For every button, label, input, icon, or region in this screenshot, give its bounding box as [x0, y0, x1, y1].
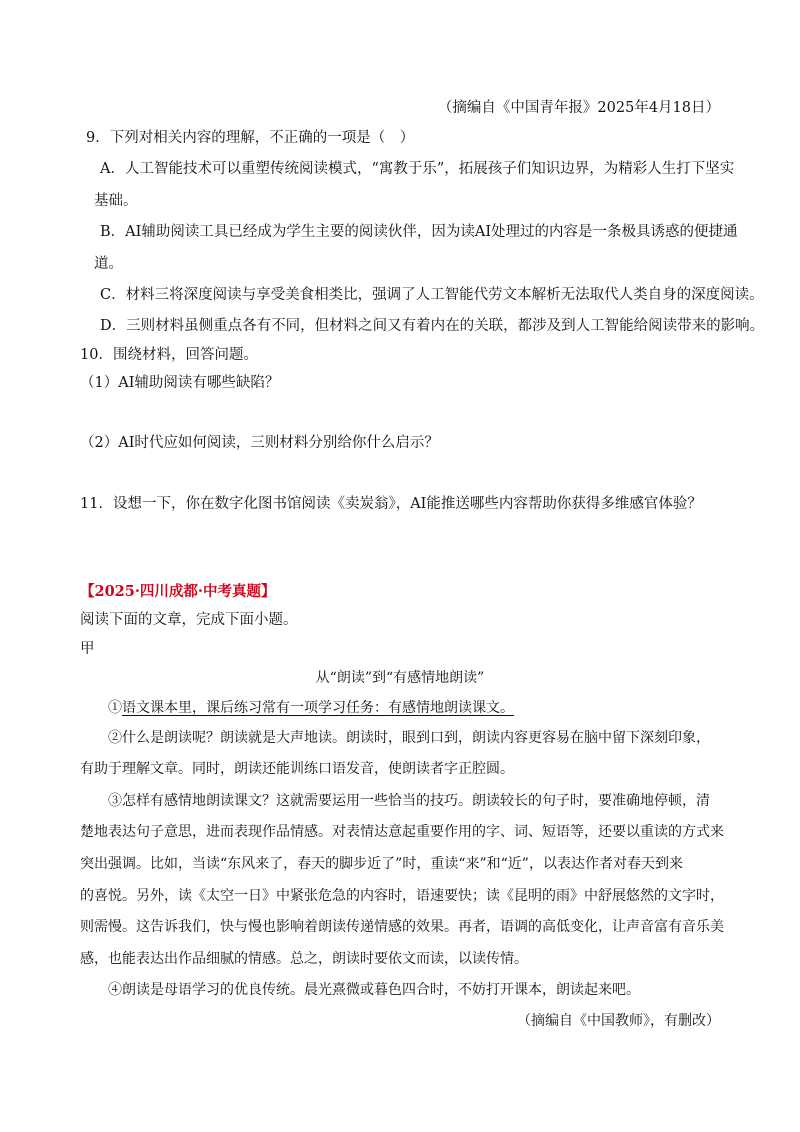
question-10-sub2: （2）AI时代应如何阅读，三则材料分别给你什么启示？ — [80, 435, 439, 451]
paragraph-3-line2: 楚地表达句子意思，进而表现作品情感。对表情达意起重要作用的字、词、短语等，还要以重读的方式来 — [80, 824, 724, 840]
source-citation-top: （摘编自《中国青年报》2025年4月18日） — [437, 100, 720, 116]
option-c: C．材料三将深度阅读与享受美食相类比，强调了人工智能代劳文本解析无法取代人类自身的深度阅读。 — [100, 287, 764, 303]
paragraph-1-marker: ① — [108, 700, 122, 716]
paragraph-1 — [108, 698, 514, 718]
paragraph-3-line4: 的喜悦。另外，读《太空一日》中紧张危急的内容时，语速要快；读《昆明的雨》中舒展悠然的文字时， — [80, 888, 724, 904]
option-b-line1: B．AI辅助阅读工具已经成为学生主要的阅读伙伴，因为读AI处理过的内容是一条极具诱惑的便捷通 — [100, 224, 738, 240]
passage-label: 甲 — [80, 641, 95, 657]
article-title: 从“朗读”到“有感情地朗读” — [315, 670, 485, 686]
paragraph-2-line2: 有助于理解文章。同时，朗读还能训练口语发音，使朗读者字正腔圆。 — [80, 761, 514, 777]
option-a-line1: A．人工智能技术可以重塑传统阅读模式，“寓教于乐”，拓展孩子们知识边界，为精彩人生打下坚实 — [100, 161, 735, 177]
question-10-stem: 10．围绕材料，回答问题。 — [80, 347, 258, 363]
question-10-sub1: （1）AI辅助阅读有哪些缺陷？ — [80, 375, 280, 391]
paragraph-3-line5: 则需慢。这告诉我们，快与慢也影响着朗读传递情感的效果。再者，语调的高低变化，让声音富有音乐美 — [80, 919, 724, 935]
paragraph-3-line6: 感，也能表达出作品细腻的情感。总之，朗读时要依文而读，以读传情。 — [80, 951, 528, 967]
paragraph-1-text: 语文课本里，课后练习常有一项学习任务：有感情地朗读课文。 — [122, 700, 514, 716]
exam-source-tag: 【2025·四川成都·中考真题】 — [80, 583, 276, 600]
option-b-line2: 道。 — [94, 256, 123, 272]
paragraph-3-line1: ③怎样有感情地朗读课文？这就需要运用一些恰当的技巧。朗读较长的句子时，要准确地停顿，清 — [108, 793, 710, 809]
question-11: 11．设想一下，你在数字化图书馆阅读《卖炭翁》，AI能推送哪些内容帮助你获得多维感官体验？ — [80, 496, 702, 512]
paragraph-3-line3: 突出强调。比如，当读“东风来了，春天的脚步近了”时，重读“来”和“近”，以表达作者对春天到来 — [80, 856, 683, 872]
question-9-stem: 9．下列对相关内容的理解，不正确的一项是（ ） — [86, 130, 415, 146]
reading-instruction: 阅读下面的文章，完成下面小题。 — [80, 612, 298, 628]
option-a-line2: 基础。 — [94, 193, 138, 209]
option-d: D．三则材料虽侧重点各有不同，但材料之间又有着内在的关联，都涉及到人工智能给阅读带来的影响。 — [100, 318, 765, 334]
source-citation-article: （摘编自《中国教师》，有删改） — [517, 1013, 720, 1029]
paragraph-4: ④朗读是母语学习的优良传统。晨光熹微或暮色四合时，不妨打开课本，朗读起来吧。 — [108, 982, 640, 998]
paragraph-2-line1: ②什么是朗读呢？朗读就是大声地读。朗读时，眼到口到，朗读内容更容易在脑中留下深刻印象， — [108, 730, 710, 746]
